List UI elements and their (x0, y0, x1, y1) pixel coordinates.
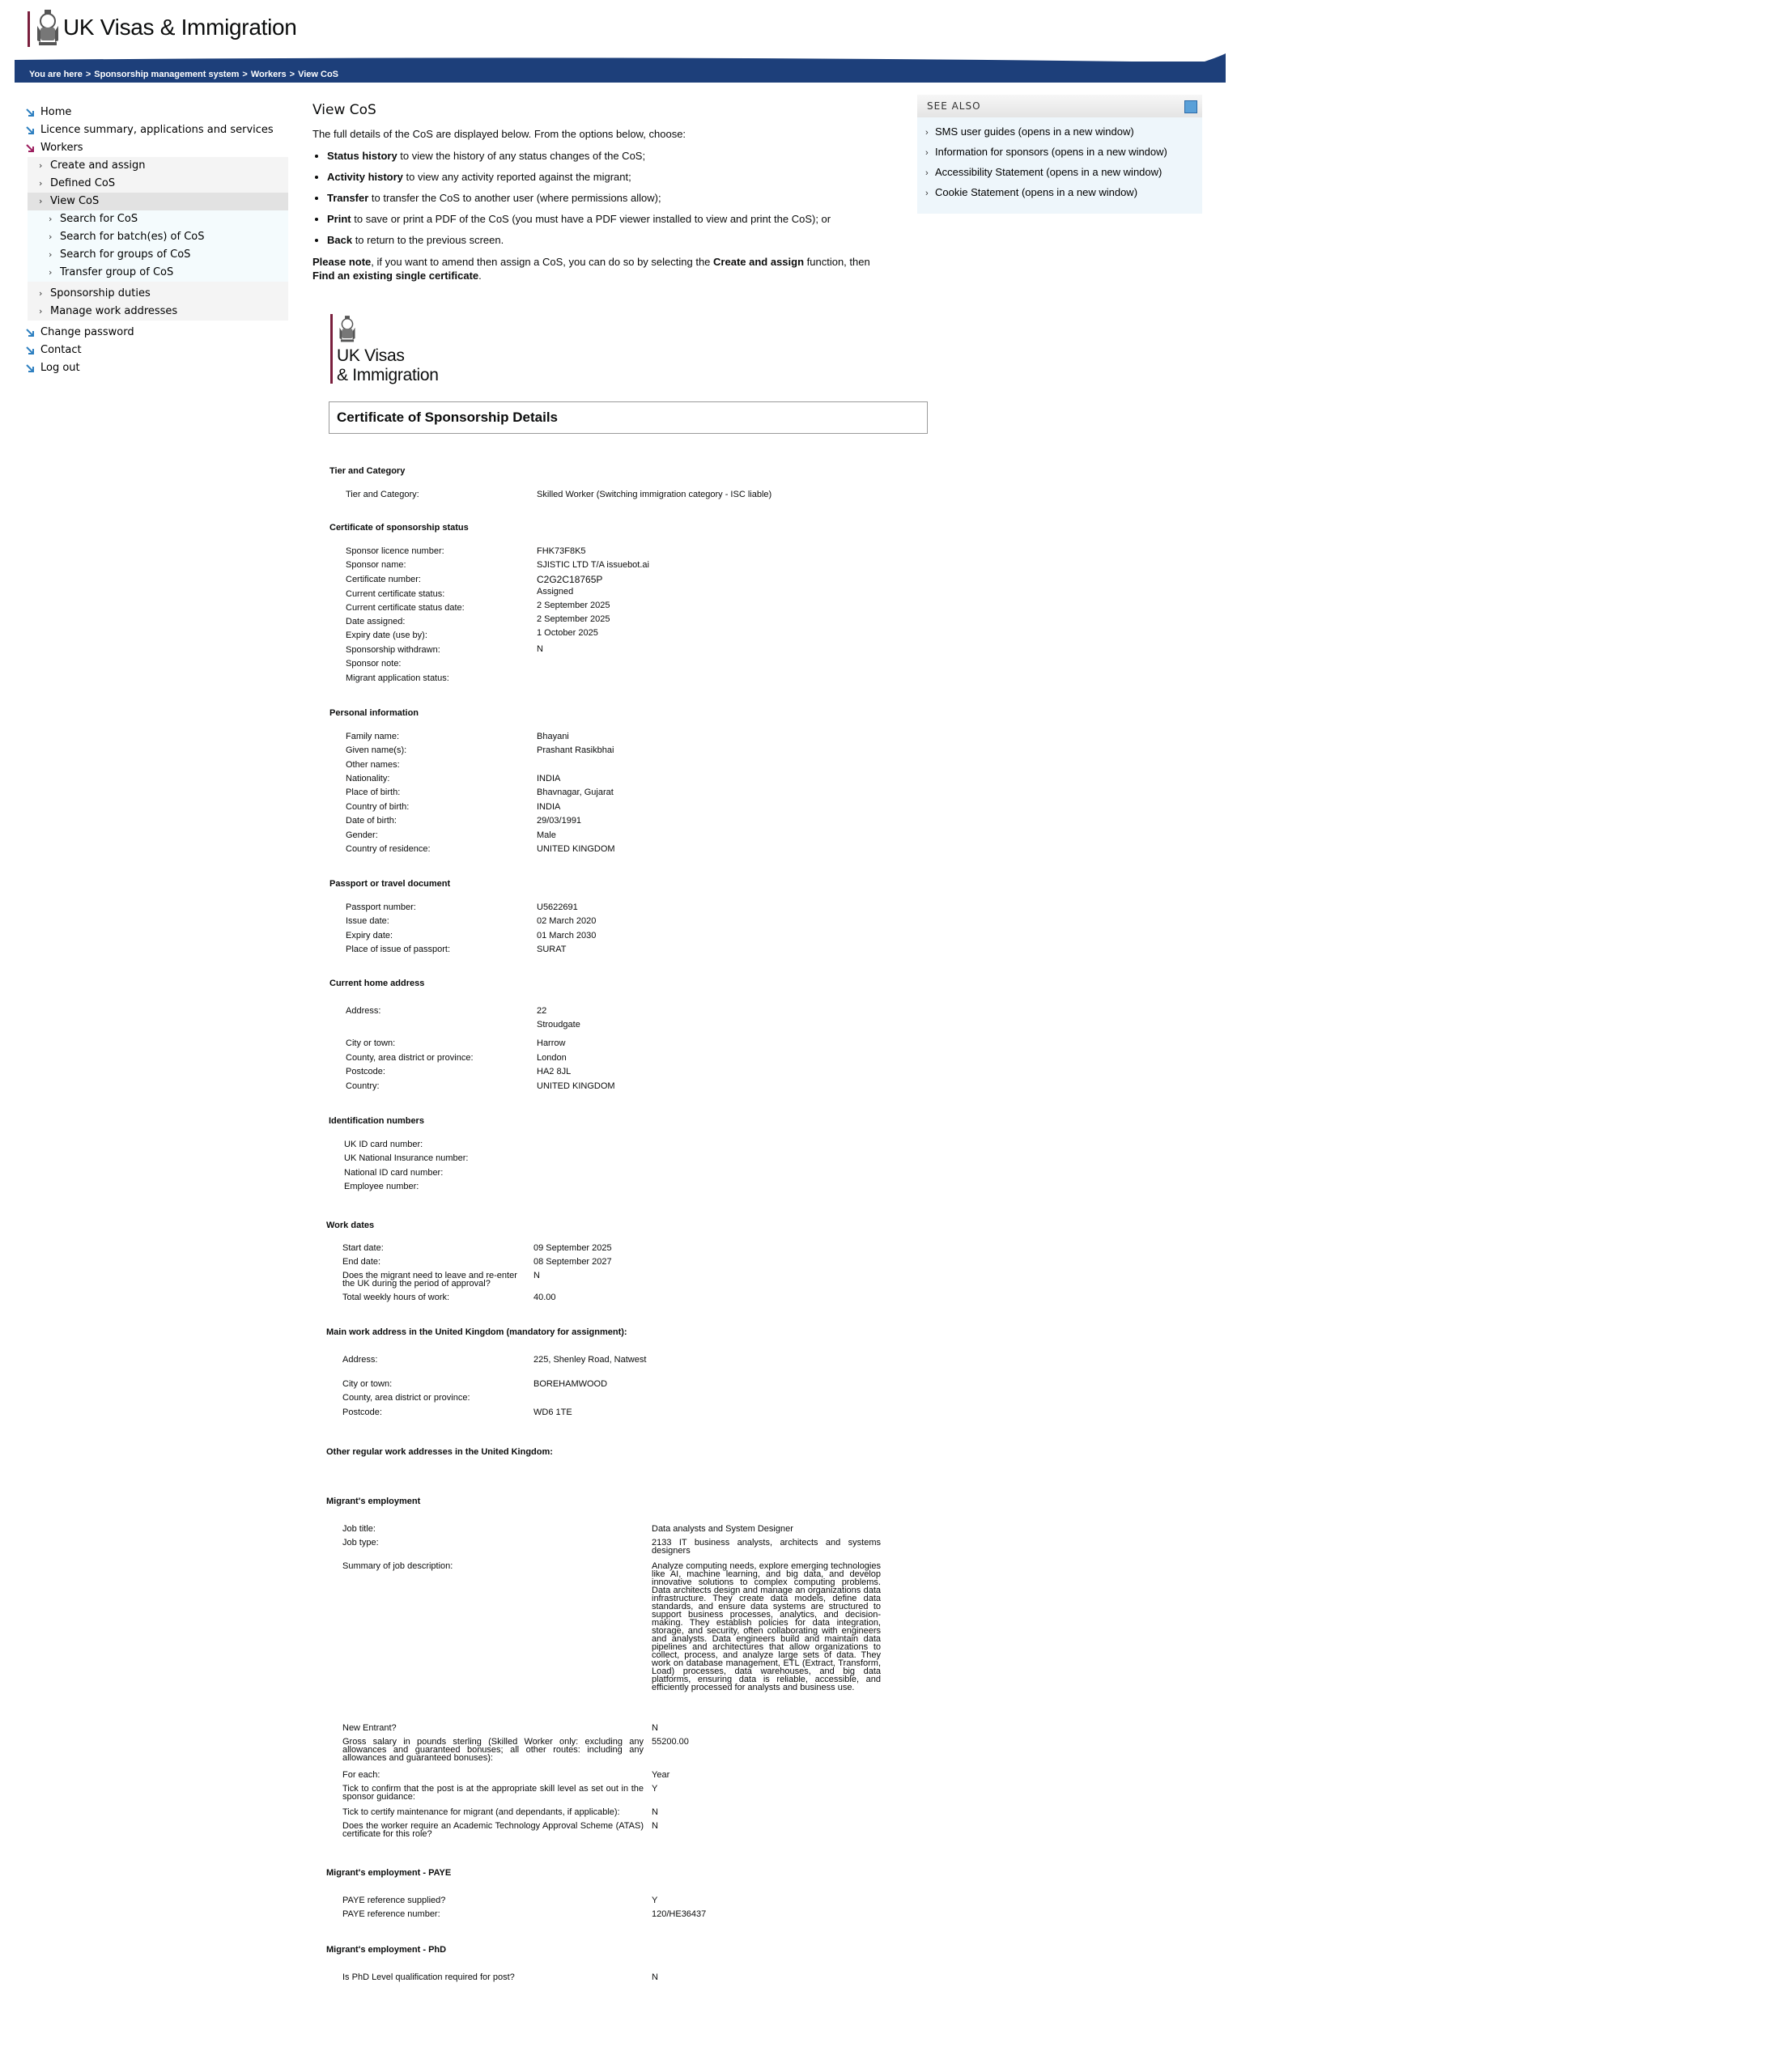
field-label: Date assigned: (346, 617, 406, 626)
field-label: Certificate number: (346, 575, 421, 584)
option-desc: to save or print a PDF of the CoS (you must have a PDF viewer installed to view and print the CoS); or (351, 213, 831, 225)
field-label: Tier and Category: (346, 490, 419, 499)
field-label: Employee number: (344, 1182, 419, 1191)
nav-create-assign-label: Create and assign (50, 159, 146, 172)
option-desc: to return to the previous screen. (352, 234, 504, 246)
field-value: C2G2C18765P (537, 574, 603, 585)
field-value: FHK73F8K5 (537, 546, 586, 556)
chevron-right-icon: › (39, 178, 43, 189)
field-label: Sponsorship withdrawn: (346, 645, 440, 655)
field-value: Stroudgate (537, 1020, 580, 1030)
doc-logo-bar (330, 314, 333, 384)
field-value: HA2 8JL (537, 1067, 572, 1076)
field-label: PAYE reference supplied? (342, 1896, 446, 1905)
external-link-icon[interactable] (1184, 100, 1197, 113)
nav-workers-submenu (28, 157, 288, 321)
option-desc: to view any activity reported against the migrant; (402, 171, 631, 183)
field-label: Place of birth: (346, 788, 401, 797)
nav-search-cos[interactable] (28, 210, 288, 228)
field-label: Is PhD Level qualification required for post? (342, 1972, 515, 1982)
nav-contact[interactable] (24, 342, 291, 359)
option-desc: to transfer the CoS to another user (where permissions allow); (368, 192, 661, 204)
field-value: 02 March 2020 (537, 916, 597, 926)
field-value: 55200.00 (652, 1737, 689, 1747)
field-value: London (537, 1053, 567, 1063)
breadcrumb-prefix: You are here (29, 70, 83, 79)
field-value: N (537, 644, 543, 654)
field-label: Summary of job description: (342, 1561, 453, 1571)
nav-search-groups-label: Search for groups of CoS (60, 248, 191, 261)
arrow-icon (26, 364, 35, 373)
nav-change-password[interactable] (24, 324, 291, 342)
field-label: New Entrant? (342, 1723, 397, 1733)
nav-workers[interactable] (24, 139, 291, 157)
field-label: Does the migrant need to leave and re-enter the UK during the period of approval? (342, 1271, 517, 1289)
field-label: Does the worker require an Academic Technology Approval Scheme (ATAS) certificate for this role? (342, 1821, 644, 1839)
intro-lead: The full details of the CoS are displayed below. From the options below, choose: (312, 128, 686, 140)
breadcrumb-workers[interactable]: Workers (250, 70, 287, 79)
doc-logo-line: UK Visas (337, 346, 405, 365)
arrow-icon (26, 329, 35, 338)
field-value: 40.00 (533, 1293, 556, 1302)
left-navigation (24, 104, 291, 377)
note-bold: Find an existing single certificate (312, 270, 479, 282)
field-value: Prashant Rasikbhai (537, 745, 614, 755)
nav-addresses-label: Manage work addresses (50, 305, 178, 317)
section-heading: Identification numbers (329, 1116, 424, 1126)
doc-logo-text (337, 346, 439, 385)
option-back (327, 233, 891, 247)
field-value: 2 September 2025 (537, 601, 610, 610)
field-value: INDIA (537, 802, 561, 812)
field-label: Address: (342, 1355, 378, 1365)
nav-addresses[interactable] (28, 303, 288, 321)
note-text: , if you want to amend then assign a CoS, you can do so by selecting the (371, 256, 714, 268)
see-also-link-label: Cookie Statement (opens in a new window) (935, 186, 1138, 198)
nav-workers-label: Workers (40, 142, 83, 154)
field-value: Y (652, 1896, 658, 1905)
field-value: Y (652, 1784, 658, 1794)
section-heading: Personal information (329, 708, 419, 718)
field-value: 2133 IT business analysts, architects and systems designers (652, 1538, 881, 1556)
field-label: End date: (342, 1257, 381, 1267)
field-label: Current certificate status date: (346, 603, 465, 613)
nav-search-cos-label: Search for CoS (60, 213, 138, 225)
chevron-right-icon: › (39, 288, 43, 299)
nav-duties[interactable] (28, 285, 288, 303)
field-label: Tick to confirm that the post is at the appropriate skill level as set out in the sponsor guidance: (342, 1784, 644, 1802)
option-name: Print (327, 213, 351, 225)
option-name: Transfer (327, 192, 369, 204)
chevron-right-icon: › (39, 306, 43, 316)
chevron-right-icon: › (39, 196, 43, 206)
field-value: Bhavnagar, Gujarat (537, 788, 614, 797)
arrow-icon (26, 108, 35, 117)
field-label: Tick to certify maintenance for migrant (and dependants, if applicable): (342, 1807, 620, 1817)
field-value: N (533, 1271, 540, 1280)
nav-defined-cos[interactable] (28, 175, 288, 193)
see-also-link-label: SMS user guides (opens in a new window) (935, 125, 1134, 138)
section-heading: Work dates (326, 1221, 375, 1230)
note-text: function, then (804, 256, 870, 268)
chevron-right-icon: › (49, 231, 53, 242)
field-value: Skilled Worker (Switching immigration category - ISC liable) (537, 490, 772, 499)
field-label: Family name: (346, 732, 400, 741)
see-also-link[interactable] (925, 185, 1202, 205)
field-label: Passport number: (346, 902, 416, 912)
field-label: Other names: (346, 760, 400, 770)
nav-change-password-label: Change password (40, 326, 134, 338)
field-label: Postcode: (342, 1408, 382, 1417)
see-also-link[interactable] (925, 164, 1202, 185)
chevron-right-icon: › (39, 160, 43, 171)
logo-bar (28, 11, 30, 47)
see-also-header (917, 95, 1202, 117)
nav-transfer-group-label: Transfer group of CoS (60, 266, 174, 278)
field-label: Sponsor licence number: (346, 546, 444, 556)
field-value: Bhayani (537, 732, 569, 741)
see-also-panel (917, 95, 1202, 214)
arrow-icon (26, 346, 35, 355)
doc-logo-line: & Immigration (337, 366, 439, 384)
section-heading: Current home address (329, 979, 425, 988)
field-label: Postcode: (346, 1067, 385, 1076)
nav-home-label: Home (40, 106, 72, 118)
field-value: BOREHAMWOOD (533, 1379, 608, 1389)
site-header (0, 0, 1226, 58)
nav-transfer-group[interactable] (28, 264, 288, 282)
note-bold: Create and assign (713, 256, 805, 268)
nav-logout[interactable] (24, 359, 291, 377)
field-label: Place of issue of passport: (346, 945, 451, 954)
field-label: Total weekly hours of work: (342, 1293, 450, 1302)
field-label: For each: (342, 1770, 380, 1780)
field-value: 29/03/1991 (537, 816, 582, 826)
field-value: N (652, 1972, 658, 1982)
field-label: Given name(s): (346, 745, 407, 755)
field-label: County, area district or province: (342, 1393, 470, 1403)
chevron-right-icon: › (49, 249, 53, 260)
field-label: County, area district or province: (346, 1053, 474, 1063)
field-value: Assigned (537, 587, 574, 597)
chevron-right-icon: › (925, 148, 929, 158)
field-label: Start date: (342, 1243, 384, 1253)
field-value: N (652, 1807, 658, 1817)
field-value: Harrow (537, 1038, 566, 1048)
field-value: 225, Shenley Road, Natwest (533, 1355, 647, 1365)
field-value: 01 March 2030 (537, 931, 597, 940)
options-list (312, 149, 891, 247)
option-transfer (327, 191, 891, 205)
option-name: Activity history (327, 171, 403, 183)
section-heading: Migrant's employment - PAYE (326, 1868, 452, 1878)
arrow-icon (26, 144, 35, 153)
note-bold: Please note (312, 256, 372, 268)
see-also-link[interactable] (925, 124, 1202, 144)
nav-view-cos-label: View CoS (50, 195, 100, 207)
section-heading: Migrant's employment - PhD (326, 1945, 447, 1955)
field-label: Date of birth: (346, 816, 397, 826)
nav-view-cos[interactable] (28, 193, 288, 210)
field-value: UNITED KINGDOM (537, 1081, 615, 1091)
option-desc: to view the history of any status changes of the CoS; (397, 150, 646, 162)
field-value: N (652, 1821, 658, 1831)
field-label: Job title: (342, 1524, 376, 1534)
see-also-heading: SEE ALSO (927, 100, 981, 112)
nav-licence-label: Licence summary, applications and services (40, 124, 274, 136)
field-value: N (652, 1723, 658, 1733)
field-value: SJISTIC LTD T/A issuebot.ai (537, 560, 649, 570)
option-name: Back (327, 234, 353, 246)
field-label: UK ID card number: (344, 1140, 423, 1149)
section-heading: Migrant's employment (326, 1497, 421, 1506)
field-label: Sponsor name: (346, 560, 406, 570)
field-label: Current certificate status: (346, 589, 445, 599)
breadcrumb-view-cos: View CoS (298, 70, 339, 79)
page-title: View CoS (312, 102, 376, 118)
note-text: . (478, 270, 482, 282)
section-heading: Other regular work addresses in the United Kingdom: (326, 1447, 553, 1457)
field-value: 120/HE36437 (652, 1909, 707, 1919)
field-label: Address: (346, 1006, 381, 1016)
field-value: SURAT (537, 945, 567, 954)
field-label: City or town: (342, 1379, 393, 1389)
doc-title: Certificate of Sponsorship Details (337, 410, 558, 425)
field-value: UNITED KINGDOM (537, 844, 615, 854)
section-heading: Main work address in the United Kingdom (mandatory for assignment): (326, 1327, 627, 1337)
breadcrumb: You are here > Sponsorship management system > Workers > View CoS (29, 70, 339, 79)
chevron-right-icon: › (925, 128, 929, 138)
field-value: U5622691 (537, 902, 578, 912)
field-label: UK National Insurance number: (344, 1153, 469, 1163)
field-label: PAYE reference number: (342, 1909, 440, 1919)
chevron-right-icon: › (925, 168, 929, 178)
nav-create-assign[interactable] (28, 157, 288, 175)
field-label: Job type: (342, 1538, 379, 1548)
option-activity-history (327, 170, 891, 184)
arrow-icon (26, 126, 35, 135)
section-heading: Tier and Category (329, 466, 406, 476)
intro-note (312, 255, 891, 282)
field-value: Year (652, 1770, 670, 1780)
nav-search-batch[interactable] (28, 228, 288, 246)
field-label: National ID card number: (344, 1168, 444, 1178)
nav-duties-label: Sponsorship duties (50, 287, 151, 299)
field-value: 22 (537, 1006, 547, 1016)
field-value: INDIA (537, 774, 561, 783)
field-label: Issue date: (346, 916, 389, 926)
field-label: Nationality: (346, 774, 390, 783)
field-label: Expiry date (use by): (346, 631, 427, 640)
field-value: 08 September 2027 (533, 1257, 612, 1267)
field-value: 1 October 2025 (537, 628, 598, 638)
field-value: Male (537, 830, 556, 840)
doc-title-box (329, 401, 928, 434)
nav-licence[interactable] (24, 121, 291, 139)
option-name: Status history (327, 150, 397, 162)
field-value: 2 September 2025 (537, 614, 610, 624)
field-label: Expiry date: (346, 931, 393, 940)
section-heading: Passport or travel document (329, 879, 451, 889)
chevron-right-icon: › (49, 267, 53, 278)
field-value: 09 September 2025 (533, 1243, 612, 1253)
nav-home[interactable] (24, 104, 291, 121)
see-also-link-label: Information for sponsors (opens in a new window) (935, 146, 1167, 158)
chevron-right-icon: › (925, 189, 929, 198)
see-also-link-label: Accessibility Statement (opens in a new window) (935, 166, 1163, 178)
job-description: Analyze computing needs, explore emerging technologies like AI, machine learning, and big data, and develop innovative solutions to complex computing problems. Data architects design and manage an organizations data infrastructure. They create data models, define data standards, and ensure data systems are structured to support business processes, analytics, and decision-making. They establish policies for data integration, storage, and security, often collaborating with engineers and analysts. Data engineers build and maintain data pipelines and architectures that allow organizations to collect, process, and analyze large sets of data. They work on database management, ETL (Extract, Transform, Load) processes, data warehouses, and big data platforms, ensuring data is reliable, accessible, and efficiently processed for analysts and business use. (652, 1561, 881, 1692)
field-label: Sponsor note: (346, 659, 402, 669)
field-label: Country of birth: (346, 802, 410, 812)
field-label: Country of residence: (346, 844, 431, 854)
nav-contact-label: Contact (40, 344, 82, 356)
royal-crest-icon (36, 10, 60, 47)
field-value: Data analysts and System Designer (652, 1524, 793, 1534)
field-label: Gross salary in pounds sterling (Skilled Worker only: excluding any allowances and guaranteed bonuses; all other routes: including any allowances and guaranteed bonuses): (342, 1737, 644, 1763)
page-intro (312, 104, 891, 291)
field-label: Country: (346, 1081, 380, 1091)
see-also-link[interactable] (925, 144, 1202, 164)
field-label: Migrant application status: (346, 673, 449, 683)
nav-defined-cos-label: Defined CoS (50, 177, 116, 189)
section-heading: Certificate of sponsorship status (329, 523, 469, 533)
field-label: City or town: (346, 1038, 396, 1048)
field-value: WD6 1TE (533, 1408, 572, 1417)
chevron-right-icon: › (49, 214, 53, 224)
field-label: Gender: (346, 830, 378, 840)
option-print (327, 212, 891, 226)
nav-search-groups[interactable] (28, 246, 288, 264)
option-status-history (327, 149, 891, 163)
breadcrumb-sms[interactable]: Sponsorship management system (94, 70, 240, 79)
site-title[interactable]: UK Visas & Immigration (63, 15, 297, 40)
nav-view-cos-submenu (28, 210, 288, 282)
nav-logout-label: Log out (40, 362, 80, 374)
nav-search-batch-label: Search for batch(es) of CoS (60, 231, 205, 243)
royal-crest-icon (338, 314, 356, 345)
